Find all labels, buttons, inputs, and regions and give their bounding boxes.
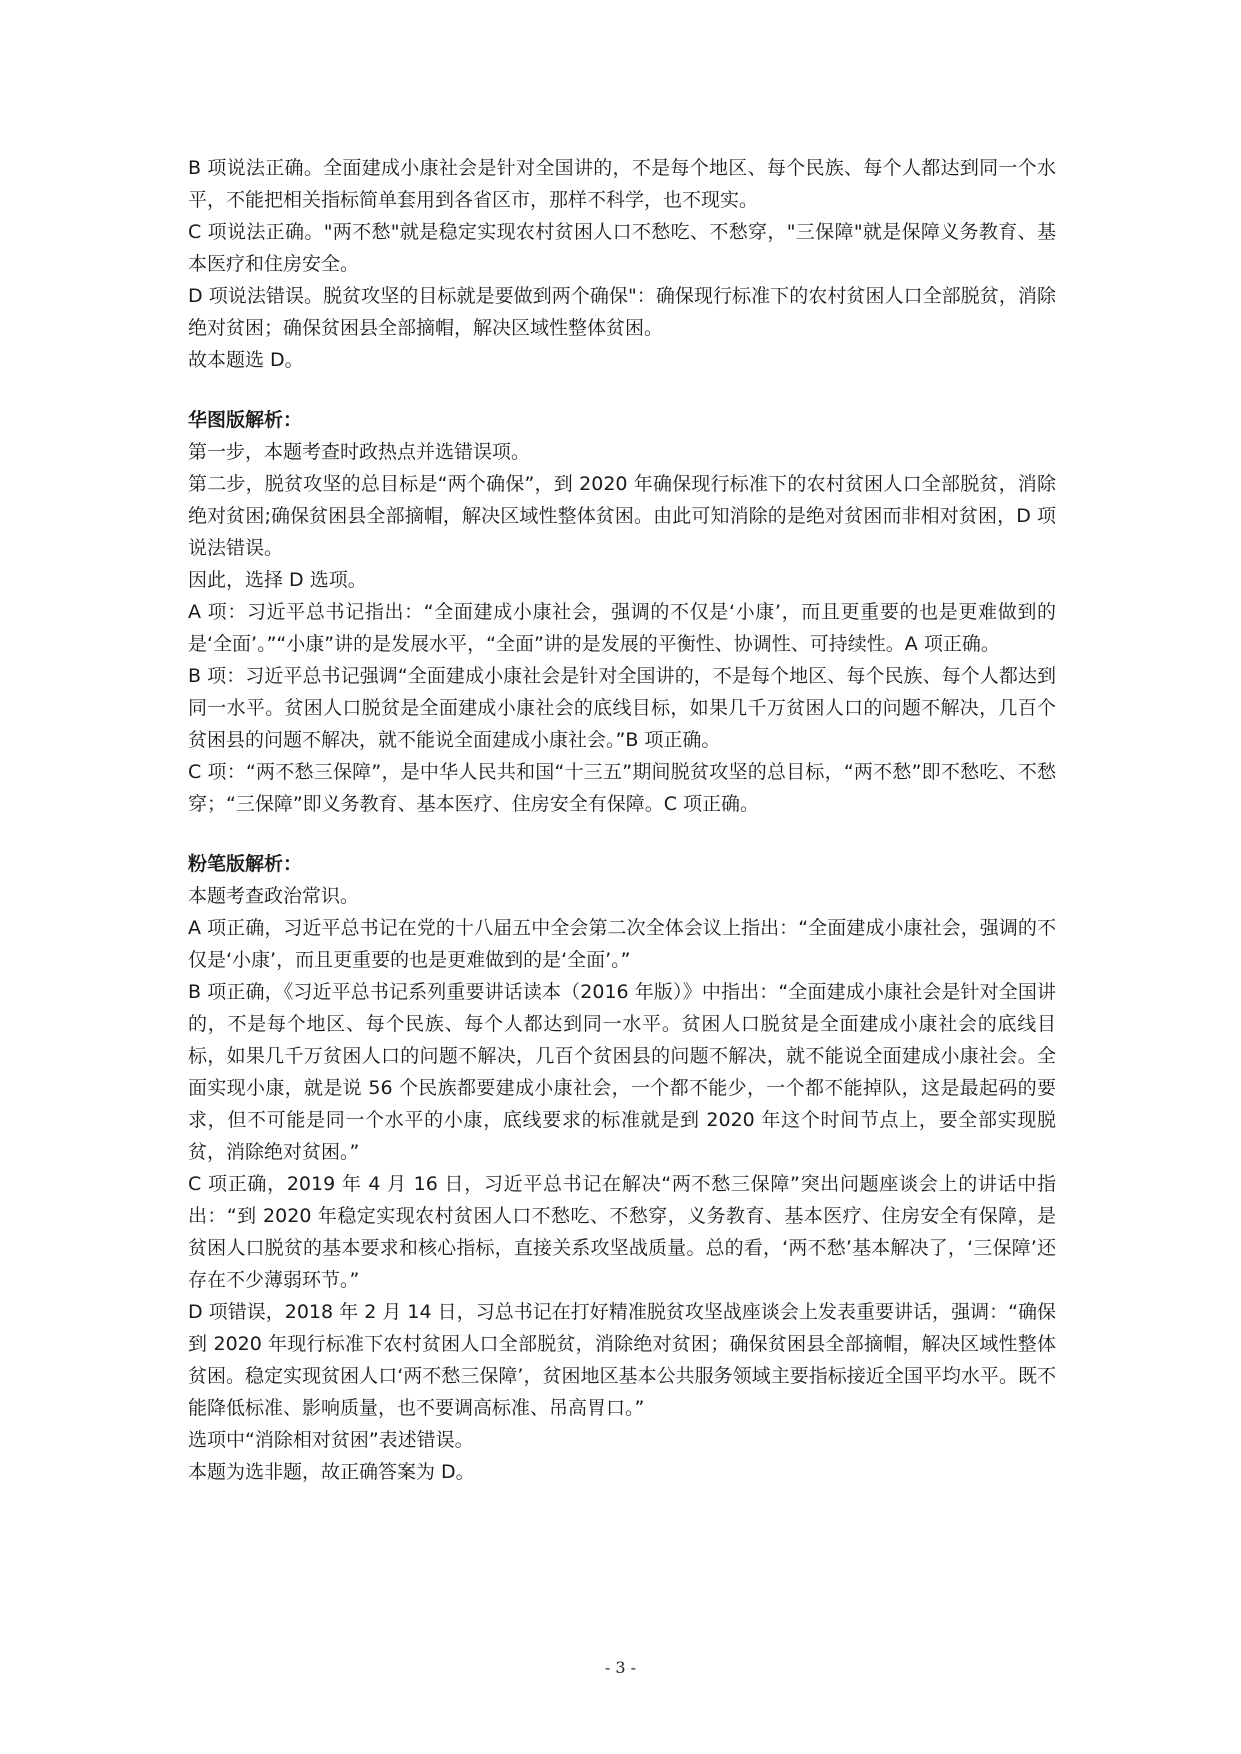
paragraph-option-c: C 项说法正确。"两不愁"就是稳定实现农村贫困人口不愁吃、不愁穿，"三保障"就是保障义务教育、基本医疗和住房安全。 <box>188 221 1056 275</box>
huatu-option-a: A 项：习近平总书记指出：“全面建成小康社会，强调的不仅是‘小康’，而且更重要的也是更难做到的是‘全面’。”“小康”讲的是发展水平，“全面”讲的是发展的平衡性、协调性、可持续性。A 项正确。 <box>188 601 1056 655</box>
fenbi-option-d: D 项错误，2018 年 2 月 14 日，习总书记在打好精准脱贫攻坚战座谈会上发表重要讲话，强调：“确保到 2020 年现行标准下农村贫困人口全部脱贫，消除绝对贫困；确保贫困县全部摘帽，解决区域性整体贫困。稳定实现贫困人口‘两不愁三保障’，贫困地区基本公共服务领域主要指标接近全国平均水平。既不能降低标准、影响质量，也不要调高标准、吊高胃口。” <box>188 1301 1056 1419</box>
huatu-option-b: B 项：习近平总书记强调“全面建成小康社会是针对全国讲的，不是每个地区、每个民族、每个人都达到同一水平。贫困人口脱贫是全面建成小康社会的底线目标，如果几千万贫困人口的问题不解决，几百个贫困县的问题不解决，就不能说全面建成小康社会。”B 项正确。 <box>188 665 1056 751</box>
fenbi-option-b: B 项正确，《习近平总书记系列重要讲话读本（2016 年版）》中指出：“全面建成小康社会是针对全国讲的，不是每个地区、每个民族、每个人都达到同一水平。贫困人口脱贫是全面建成小康社会的底线目标，如果几千万贫困人口的问题不解决，几百个贫困县的问题不解决，就不能说全面建成小康社会。全面实现小康，就是说 56 个民族都要建成小康社会，一个都不能少，一个都不能掉队，这是最起码的要求，但不可能是同一个水平的小康，底线要求的标准就是到 2020 年这个时间节点上，要全部实现脱贫，消除绝对贫困。” <box>188 981 1056 1163</box>
huatu-step-one: 第一步，本题考查时政热点并选错误项。 <box>188 441 531 463</box>
fenbi-answer: 本题为选非题，故正确答案为 D。 <box>188 1461 475 1483</box>
fenbi-option-c: C 项正确，2019 年 4 月 16 日，习近平总书记在解决“两不愁三保障”突出问题座谈会上的讲话中指出：“到 2020 年稳定实现农村贫困人口不愁吃、不愁穿，义务教育、基本医疗、住房安全有保障，是贫困人口脱贫的基本要求和核心指标，直接关系攻坚战质量。总的看，‘两不愁’基本解决了，‘三保障’还存在不少薄弱环节。” <box>188 1173 1056 1291</box>
section-gap <box>188 376 1056 404</box>
document-body <box>188 152 1056 1488</box>
paragraph-option-d: D 项说法错误。脱贫攻坚的目标就是要做到两个确保"：确保现行标准下的农村贫困人口全部脱贫，消除绝对贫困；确保贫困县全部摘帽，解决区域性整体贫困。 <box>188 285 1056 339</box>
paragraph-option-b: B 项说法正确。全面建成小康社会是针对全国讲的，不是每个地区、每个民族、每个人都达到同一个水平，不能把相关指标简单套用到各省区市，那样不科学，也不现实。 <box>188 157 1056 211</box>
paragraph-answer: 故本题选 D。 <box>188 349 304 371</box>
section-gap <box>188 820 1056 848</box>
fenbi-error-note: 选项中“消除相对贫困”表述错误。 <box>188 1429 474 1451</box>
fenbi-option-a: A 项正确，习近平总书记在党的十八届五中全会第二次全体会议上指出：“全面建成小康社会，强调的不仅是‘小康’，而且更重要的也是更难做到的是‘全面’。” <box>188 917 1056 971</box>
fenbi-intro: 本题考查政治常识。 <box>188 885 360 907</box>
section-title-huatu: 华图版解析： <box>188 409 303 431</box>
page-number: - 3 - <box>604 1658 637 1677</box>
huatu-option-c: C 项：“两不愁三保障”，是中华人民共和国“十三五”期间脱贫攻坚的总目标，“两不愁”即不愁吃、不愁穿；“三保障”即义务教育、基本医疗、住房安全有保障。C 项正确。 <box>188 761 1056 815</box>
section-title-fenbi: 粉笔版解析： <box>188 853 303 875</box>
huatu-conclusion: 因此，选择 D 选项。 <box>188 569 367 591</box>
huatu-step-two: 第二步，脱贫攻坚的总目标是“两个确保”，到 2020 年确保现行标准下的农村贫困人口全部脱贫，消除绝对贫困;确保贫困县全部摘帽，解决区域性整体贫困。由此可知消除的是绝对贫困而非相对贫困，D 项说法错误。 <box>188 473 1056 559</box>
